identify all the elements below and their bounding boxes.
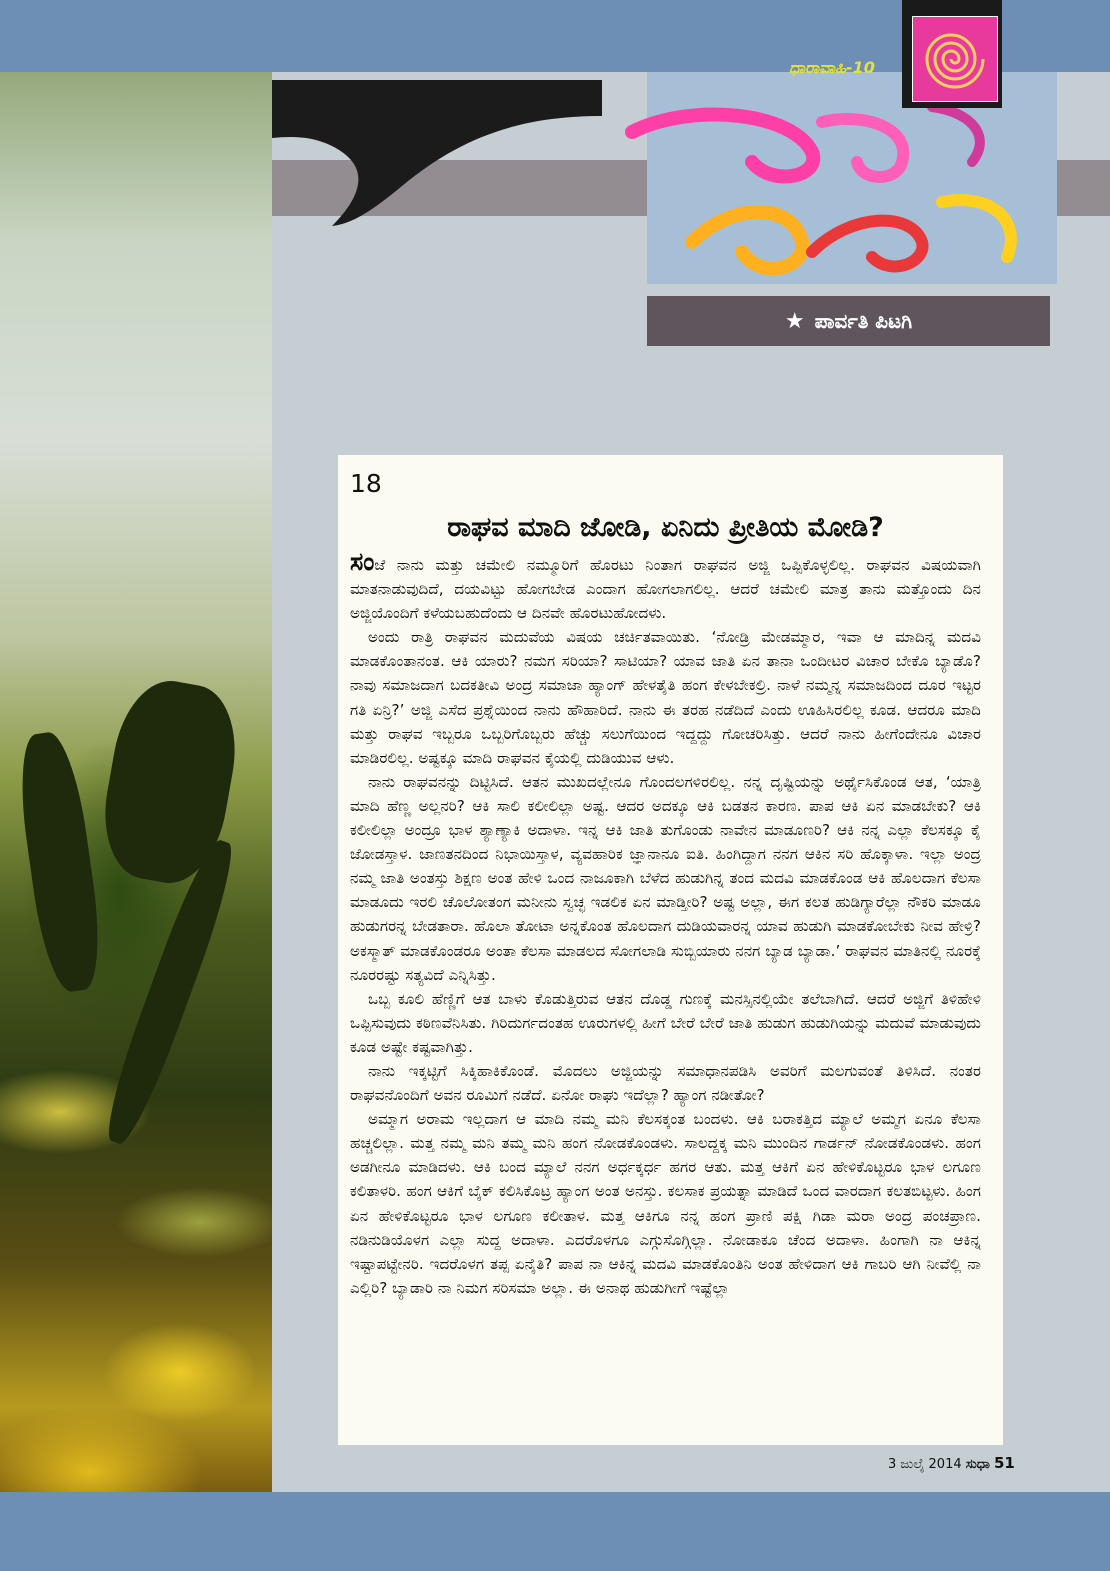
article-body xyxy=(350,547,981,1300)
article-box xyxy=(338,455,1003,1445)
series-header-art xyxy=(272,58,1110,372)
magazine-name: ಸುಧಾ xyxy=(965,1457,990,1472)
author-byline xyxy=(647,296,1050,346)
article-title: ರಾಘವ ಮಾದಿ ಜೋಡಿ, ಏನಿದು ಪ್ರೀತಿಯ ಮೋಡಿ? xyxy=(447,512,884,543)
page-footer xyxy=(888,1454,1015,1472)
page-number: 51 xyxy=(993,1454,1015,1472)
drop-cap: ಸಂ xyxy=(350,547,375,576)
article-paragraph: ಸಂಜೆ ನಾನು ಮತ್ತು ಚಮೇಲಿ ನಮ್ಮೂರಿಗೆ ಹೊರಟು ನಿಂತಾಗ ರಾಘವನ ಅಜ್ಜಿ ಒಪ್ಪಿಕೊಳ್ಳಲಿಲ್ಲ. ರಾಘವನ ವಿಷಯವಾಗಿ ಮಾತನಾಡುವುದಿದೆ, ದಯವಿಟ್ಟು ಹೋಗಬೇಡ ಎಂದಾಗ ಹೋಗಲಾಗಲಿಲ್ಲ. ಆದರೆ ಚಮೇಲಿ ಮಾತ್ರ ತಾನು ಮತ್ತೊಂದು ದಿನ ಅಜ್ಜಿಯೊಂದಿಗೆ ಕಳೆಯಬಹುದೆಂದು ಆ ದಿನವೇ ಹೊರಟುಹೋದಳು. xyxy=(350,547,981,623)
article-paragraph: ಅಂದು ರಾತ್ರಿ ರಾಘವನ ಮದುವೆಯ ವಿಷಯ ಚರ್ಚಿತವಾಯಿತು. ‘ನೋಡ್ರಿ ಮೇಡಮ್ಮಾರ, ಇವಾ ಆ ಮಾದಿನ್ನ ಮದವಿ ಮಾಡಕೊಂತಾನಂತ. ಆಕಿ ಯಾರು? ನಮಗ ಸರಿಯಾ? ಸಾಟಿಯಾ? ಯಾವ ಜಾತಿ ಏನ ತಾನಾ ಒಂದೀಟರ ವಿಚಾರ ಬೇಕೊ ಬ್ಯಾಡೊ? ನಾವು ಸಮಾಜದಾಗ ಬದಕತೀವಿ ಅಂದ್ರ ಸಮಾಜಾ ಹ್ಯಾಂಗ್ ಹೇಳತೈತಿ ಹಂಗ ಕೇಳಬೇಕಲ್ರಿ. ನಾಳೆ ನಮ್ಮನ್ನ ಸಮಾಜದಿಂದ ದೂರ ಇಟ್ಟರ ಗತಿ ಏನ್ರಿ?’ ಅಜ್ಜಿ ಎಸೆದ ಪ್ರಶ್ನೆಯಿಂದ ನಾನು ಹೌಹಾರಿದೆ. ನಾನು ಈ ತರಹ ನಡೆದಿದೆ ಎಂದು ಊಹಿಸಿರಲಿಲ್ಲ ಕೂಡ. ಆದರೂ ಮಾದಿ ಮತ್ತು ರಾಘವ ಇಬ್ಬರೂ ಒಬ್ಬರಿಗೊಬ್ಬರು ಹೆಚ್ಚು ಸಲುಗೆಯಿಂದ ಇದ್ದದ್ದು ಗೋಚರಿಸಿತ್ತು. ಆದರೆ ನಾನು ಹೀಗೆಂದೇನೂ ವಿಚಾರ ಮಾಡಿರಲಿಲ್ಲ. ಅಷ್ಟಕ್ಕೂ ಮಾದಿ ರಾಘವನ ಕೈಯಲ್ಲಿ ದುಡಿಯುವ ಆಳು. xyxy=(350,628,981,767)
series-label: ಧಾರಾವಾಹಿ-10 xyxy=(789,58,875,77)
brush-swoosh-graphic xyxy=(272,76,602,226)
issue-date: 3 ಜುಲೈ 2014 xyxy=(888,1457,962,1472)
article-paragraph: ನಾನು ಇಕ್ಕಟ್ಟಿಗೆ ಸಿಕ್ಕಿಹಾಕಿಕೊಂಡೆ. ಮೊದಲು ಅಜ್ಜಿಯನ್ನು ಸಮಾಧಾನಪಡಿಸಿ ಅವರಿಗೆ ಮಲಗುವಂತೆ ತಿಳಿಸಿದೆ. ನಂತರ ರಾಘವನೊಂದಿಗೆ ಅವನ ರೂಮಿಗೆ ನಡೆದೆ. ಏನೋ ರಾಘು ಇದೆಲ್ಲಾ? ಹ್ಯಾಂಗ ನಡೀತೋ? xyxy=(350,1061,981,1105)
series-logo-lettering xyxy=(612,92,1072,292)
photo-foliage-shape xyxy=(12,729,108,995)
article-paragraph: ಅಮ್ಮಾಗ ಅರಾಮ ಇಲ್ಲದಾಗ ಆ ಮಾದಿ ನಮ್ಮ ಮನಿ ಕೆಲಸಕ್ಕಂತ ಬಂದಳು. ಆಕಿ ಬರಾಕತ್ತಿದ ಮ್ಯಾಲೆ ಅಮ್ಮಗ ಏನೂ ಕೆಲಸಾ ಹಚ್ಚಲಿಲ್ಲಾ. ಮತ್ತ ನಮ್ಮ ಮನಿ ತಮ್ಮ ಮನಿ ಹಂಗ ನೋಡಕೊಂಡಳು. ಸಾಲದ್ದಕ್ಕ ಮನಿ ಮುಂದಿನ ಗಾರ್ಡನ್ ನೋಡಕೊಂಡಳು. ಹಂಗ ಅಡಗೀನೂ ಮಾಡಿದಳು. ಆಕಿ ಬಂದ ಮ್ಯಾಲೆ ನನಗ ಅರ್ಧಕ್ಕರ್ಧ ಹಗರ ಆತು. ಮತ್ತ ಆಕಿಗೆ ಏನ ಹೇಳಿಕೊಟ್ಟರೂ ಭಾಳ ಲಗೂಣ ಕಲಿತಾಳರಿ. ಹಂಗ ಆಕಿಗೆ ಬೈಕ್ ಕಲಿಸಿಕೊಟ್ರ ಹ್ಯಾಂಗ ಅಂತ ಅನಸ್ತು. ಕಲಸಾಕ ಪ್ರಯತ್ನಾ ಮಾಡಿದೆ ಒಂದ ವಾರದಾಗ ಕಲತಬಿಟ್ಟಳು. ಹಿಂಗ ಏನ ಹೇಳಿಕೊಟ್ಟರೂ ಭಾಳ ಲಗೂಣ ಕಲೀತಾಳ. ಮತ್ತ ಆಕಿಗೂ ನನ್ನ ಹಂಗ ಪ್ರಾಣಿ ಪಕ್ಷಿ ಗಿಡಾ ಮರಾ ಅಂದ್ರ ಪಂಚಪ್ರಾಣ. ನಡಿನುಡಿಯೊಳಗ ಎಲ್ಲಾ ಸುದ್ದ ಅದಾಳಾ. ಎದರೊಳಗೂ ಎಗ್ಗುಸೊಗ್ಗಿಲ್ಲಾ. ನೋಡಾಕೂ ಚೆಂದ ಅದಾಳಾ. ಹಿಂಗಾಗಿ ನಾ ಆಕಿನ್ನ ಇಷ್ಟಾಪಟ್ಟೇನರಿ. ಇದರೊಳಗ ತಪ್ಪ ಏನೈತಿ? ಪಾಪ ನಾ ಆಕಿನ್ನ ಮದವಿ ಮಾಡಕೊಂತಿನಿ ಅಂತ ಹೇಳಿದಾಗ ಆಕಿ ಗಾಬರಿ ಆಗಿ ನೀವೆಲ್ಲಿ ನಾ ಎಲ್ಲಿರಿ? ಬ್ಯಾಡಾರಿ ನಾ ನಿಮಗ ಸರಿಸಮಾ ಅಲ್ಲಾ. ಈ ಅನಾಥ ಹುಡುಗೀಗೆ ಇಷ್ಟೆಲ್ಲಾ xyxy=(350,1110,981,1297)
author-name: ಪಾರ್ವತಿ ಪಿಟಗಿ xyxy=(814,309,913,333)
chapter-number: 18 xyxy=(350,469,382,498)
bottom-border-band xyxy=(0,1492,1110,1571)
article-paragraph: ನಾನು ರಾಘವನನ್ನು ದಿಟ್ಟಿಸಿದೆ. ಆತನ ಮುಖದಲ್ಲೇನೂ ಗೊಂದಲಗಳಿರಲಿಲ್ಲ. ನನ್ನ ದೃಷ್ಟಿಯನ್ನು ಅರ್ಥೈಸಿಕೊಂಡ ಆತ, ‘ಯಾತ್ರಿ ಮಾದಿ ಹೆಣ್ಣ ಅಲ್ಲನರಿ? ಆಕಿ ಸಾಲಿ ಕಲೀಲಿಲ್ಲಾ ಅಷ್ಟ. ಆದರ ಅದಕ್ಕೂ ಆಕಿ ಬಡತನ ಕಾರಣ. ಪಾಪ ಆಕಿ ಏನ ಮಾಡಬೇಕು? ಆಕಿ ಕಲೀಲಿಲ್ಲಾ ಅಂದ್ರೂ ಭಾಳ ಶ್ಯಾಣ್ಯಾಕಿ ಅದಾಳಾ. ಇನ್ನ ಆಕಿ ಜಾತಿ ತುಗೊಂಡು ನಾವೇನ ಮಾಡೂಣರಿ? ಆಕಿ ನನ್ನ ಎಲ್ಲಾ ಕೆಲಸಕ್ಕೂ ಕೈ ಜೋಡಸ್ತಾಳ. ಜಾಣತನದಿಂದ ನಿಭಾಯಿಸ್ತಾಳ, ವ್ಯವಹಾರಿಕ ಜ್ಞಾನಾನೂ ಐತಿ. ಹಿಂಗಿದ್ದಾಗ ನನಗ ಆಕಿನ ಸರಿ ಹೊಕ್ಕಾಳಾ. ಇಲ್ಲಾ ಅಂದ್ರ ನಮ್ಮ ಜಾತಿ ಅಂತಸ್ತು ಶಿಕ್ಷಣ ಅಂತ ಹೇಳಿ ಒಂದ ನಾಜೂಕಾಗಿ ಬೆಳೆದ ಹುಡುಗಿನ್ನ ತಂದ ಮದವಿ ಮಾಡಕೊಂಡ ಆಕಿ ಹೊಲದಾಗ ಕೆಲಸಾ ಮಾಡೂದು ಇರಲಿ ಚೊಲೋತಂಗ ಮನೀನು ಸ್ವಚ್ಛ ಇಡಲಿಕ ಏನ ಮಾಡ್ತೀರಿ? ಅಷ್ಟ ಅಲ್ಲಾ, ಈಗ ಕಲತ ಹುಡಿಗ್ಯಾರೆಲ್ಲಾ ನೌಕರಿ ಮಾಡೂ ಹುಡುಗರನ್ನ ಬೇಡತಾರಾ. ಹೊಲಾ ತೋಟಾ ಅನ್ನಕೊಂತ ಹೊಲದಾಗ ದುಡಿಯವಾರನ್ನ ಯಾವ ಹುಡುಗಿ ಮಾಡಕೋಬೇಕು ನೀವ ಹೇಳ್ರಿ? ಅಕಸ್ಮಾತ್ ಮಾಡಕೊಂಡರೂ ಅಂತಾ ಕೆಲಸಾ ಮಾಡಲದ ಸೋಗಲಾಡಿ ಸುಬ್ಬಿಯಾರು ನನಗ ಬ್ಯಾಡ ಬ್ಯಾಡಾ.’ ರಾಘವನ ಮಾತಿನಲ್ಲಿ ನೂರಕ್ಕೆ ನೂರರಷ್ಟು ಸತ್ಯವಿದೆ ಎನ್ನಿಸಿತ್ತು. xyxy=(350,772,981,984)
star-icon: ★ xyxy=(784,308,805,334)
decorative-nature-photo xyxy=(0,72,272,1492)
spiral-emblem-icon xyxy=(912,16,998,102)
article-paragraph: ಒಬ್ಬ ಕೂಲಿ ಹೆಣ್ಣಿಗೆ ಆತ ಬಾಳು ಕೊಡುತ್ತಿರುವ ಆತನ ದೊಡ್ಡ ಗುಣಕ್ಕೆ ಮನಸ್ಸಿನಲ್ಲಿಯೇ ತಲೆಬಾಗಿದೆ. ಆದರೆ ಅಜ್ಜಿಗೆ ತಿಳಿಹೇಳಿ ಒಪ್ಪಿಸುವುದು ಕಠಿಣವೆನಿಸಿತು. ಗಿರಿದುರ್ಗದಂತಹ ಊರುಗಳಲ್ಲಿ ಹೀಗೆ ಬೇರೆ ಬೇರೆ ಜಾತಿ ಹುಡುಗ ಹುಡುಗಿಯನ್ನು ಮದುವೆ ಮಾಡುವುದು ಕೂಡ ಅಷ್ಟೇ ಕಷ್ಟವಾಗಿತ್ತು. xyxy=(350,989,981,1056)
